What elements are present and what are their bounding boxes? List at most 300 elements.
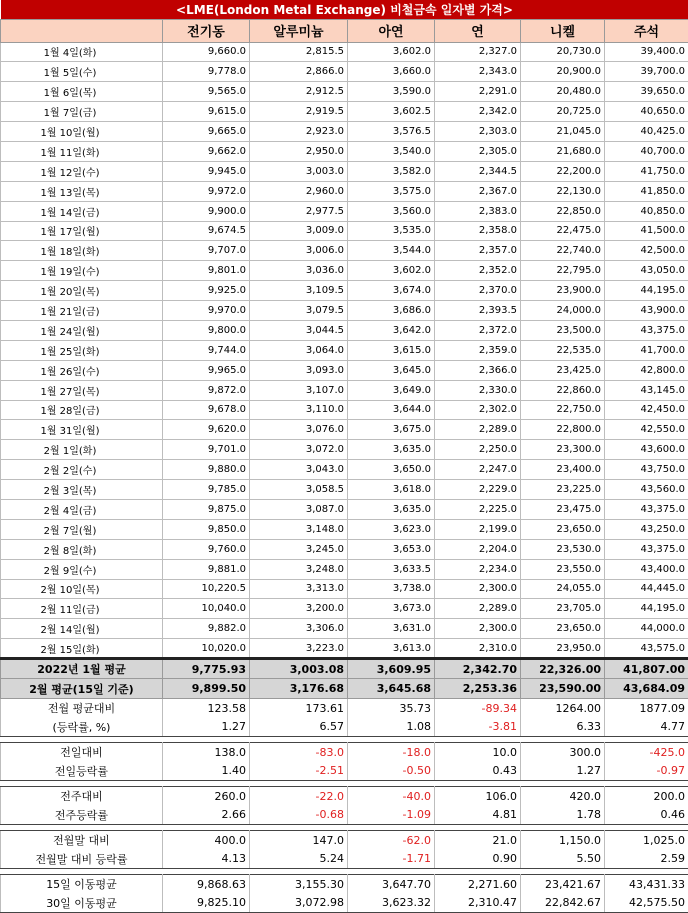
price-cell: 43,250.0 bbox=[605, 519, 688, 539]
header-cell-aluminum: 알루미늄 bbox=[250, 19, 348, 42]
stats-row bbox=[1, 762, 688, 781]
price-cell: 2,815.5 bbox=[250, 42, 348, 62]
header-cell-zinc: 아연 bbox=[348, 19, 435, 42]
price-cell: 3,653.0 bbox=[348, 539, 435, 559]
price-cell: 3,313.0 bbox=[250, 579, 348, 599]
average-value: 2,253.36 bbox=[435, 679, 521, 699]
stats-value: -22.0 bbox=[250, 787, 348, 806]
price-cell: 22,535.0 bbox=[521, 340, 605, 360]
price-cell: 43,750.0 bbox=[605, 460, 688, 480]
price-cell: 9,872.0 bbox=[163, 380, 250, 400]
price-cell: 9,620.0 bbox=[163, 420, 250, 440]
stats-value: -89.34 bbox=[435, 699, 521, 718]
stats-value: 3,155.30 bbox=[250, 875, 348, 894]
price-cell: 2,343.0 bbox=[435, 62, 521, 82]
stats-value: 4.81 bbox=[435, 806, 521, 825]
price-cell: 2,950.0 bbox=[250, 141, 348, 161]
price-cell: 9,970.0 bbox=[163, 301, 250, 321]
price-cell: 3,613.0 bbox=[348, 639, 435, 659]
price-cell: 24,055.0 bbox=[521, 579, 605, 599]
price-cell: 23,225.0 bbox=[521, 480, 605, 500]
price-cell: 23,550.0 bbox=[521, 559, 605, 579]
date-cell: 1월 24일(월) bbox=[1, 320, 163, 340]
stats-value: -18.0 bbox=[348, 743, 435, 762]
price-cell: 3,635.0 bbox=[348, 440, 435, 460]
price-cell: 43,050.0 bbox=[605, 261, 688, 281]
price-cell: 3,602.5 bbox=[348, 102, 435, 122]
price-cell: 3,575.0 bbox=[348, 181, 435, 201]
stats-row bbox=[1, 806, 688, 825]
price-cell: 3,642.0 bbox=[348, 320, 435, 340]
price-cell: 9,945.0 bbox=[163, 161, 250, 181]
stats-label: 전월 평균대비 bbox=[1, 699, 163, 718]
price-cell: 3,590.0 bbox=[348, 82, 435, 102]
average-row bbox=[1, 659, 688, 679]
stats-label: (등락률, %) bbox=[1, 718, 163, 737]
price-cell: 42,450.0 bbox=[605, 400, 688, 420]
header-cell-lead: 연 bbox=[435, 19, 521, 42]
price-cell: 22,475.0 bbox=[521, 221, 605, 241]
price-cell: 9,744.0 bbox=[163, 340, 250, 360]
date-cell: 1월 20일(목) bbox=[1, 281, 163, 301]
price-cell: 3,109.5 bbox=[250, 281, 348, 301]
price-cell: 9,972.0 bbox=[163, 181, 250, 201]
stats-value: 43,431.33 bbox=[605, 875, 688, 894]
stats-row bbox=[1, 875, 688, 894]
header-cell-label bbox=[1, 19, 163, 42]
stats-value: 5.50 bbox=[521, 850, 605, 869]
date-cell: 1월 11일(화) bbox=[1, 141, 163, 161]
price-cell: 3,107.0 bbox=[250, 380, 348, 400]
stats-value: 1877.09 bbox=[605, 699, 688, 718]
stats-row bbox=[1, 831, 688, 850]
price-cell: 2,225.0 bbox=[435, 499, 521, 519]
price-cell: 2,330.0 bbox=[435, 380, 521, 400]
price-cell: 2,303.0 bbox=[435, 122, 521, 142]
stats-value: -40.0 bbox=[348, 787, 435, 806]
price-cell: 3,544.0 bbox=[348, 241, 435, 261]
price-cell: 3,535.0 bbox=[348, 221, 435, 241]
table-row bbox=[1, 102, 688, 122]
price-cell: 3,623.0 bbox=[348, 519, 435, 539]
price-cell: 39,700.0 bbox=[605, 62, 688, 82]
date-cell: 1월 14일(금) bbox=[1, 201, 163, 221]
price-cell: 43,575.0 bbox=[605, 639, 688, 659]
header-cell-nickel: 니켈 bbox=[521, 19, 605, 42]
stats-value: 4.77 bbox=[605, 718, 688, 737]
price-cell: 23,500.0 bbox=[521, 320, 605, 340]
date-cell: 1월 31일(월) bbox=[1, 420, 163, 440]
price-cell: 40,850.0 bbox=[605, 201, 688, 221]
stats-value: 23,421.67 bbox=[521, 875, 605, 894]
average-value: 23,590.00 bbox=[521, 679, 605, 699]
price-cell: 3,079.5 bbox=[250, 301, 348, 321]
price-cell: 3,644.0 bbox=[348, 400, 435, 420]
price-cell: 39,400.0 bbox=[605, 42, 688, 62]
date-cell: 1월 7일(금) bbox=[1, 102, 163, 122]
stats-row bbox=[1, 743, 688, 762]
price-cell: 43,375.0 bbox=[605, 499, 688, 519]
price-cell: 42,550.0 bbox=[605, 420, 688, 440]
stats-value: 147.0 bbox=[250, 831, 348, 850]
stats-value: 1.27 bbox=[521, 762, 605, 781]
price-cell: 3,650.0 bbox=[348, 460, 435, 480]
price-cell: 2,912.5 bbox=[250, 82, 348, 102]
price-cell: 22,800.0 bbox=[521, 420, 605, 440]
stats-row bbox=[1, 894, 688, 913]
price-cell: 22,860.0 bbox=[521, 380, 605, 400]
stats-value: -62.0 bbox=[348, 831, 435, 850]
price-cell: 22,750.0 bbox=[521, 400, 605, 420]
price-cell: 24,000.0 bbox=[521, 301, 605, 321]
stats-value: 1.27 bbox=[163, 718, 250, 737]
price-cell: 2,300.0 bbox=[435, 579, 521, 599]
average-label: 2022년 1월 평균 bbox=[1, 659, 163, 679]
price-cell: 2,250.0 bbox=[435, 440, 521, 460]
stats-value: 1,150.0 bbox=[521, 831, 605, 850]
price-cell: 3,093.0 bbox=[250, 360, 348, 380]
price-cell: 9,880.0 bbox=[163, 460, 250, 480]
table-row bbox=[1, 141, 688, 161]
price-cell: 40,700.0 bbox=[605, 141, 688, 161]
price-cell: 43,400.0 bbox=[605, 559, 688, 579]
price-cell: 3,200.0 bbox=[250, 599, 348, 619]
price-cell: 2,344.5 bbox=[435, 161, 521, 181]
stats-value: 2.66 bbox=[163, 806, 250, 825]
date-cell: 2월 10일(목) bbox=[1, 579, 163, 599]
date-cell: 1월 17일(월) bbox=[1, 221, 163, 241]
stats-row bbox=[1, 850, 688, 869]
price-cell: 3,673.0 bbox=[348, 599, 435, 619]
price-cell: 43,145.0 bbox=[605, 380, 688, 400]
price-cell: 2,302.0 bbox=[435, 400, 521, 420]
date-cell: 1월 12일(수) bbox=[1, 161, 163, 181]
price-cell: 2,291.0 bbox=[435, 82, 521, 102]
average-label: 2월 평균(15일 기준) bbox=[1, 679, 163, 699]
stats-label: 전주대비 bbox=[1, 787, 163, 806]
stats-value: 1.78 bbox=[521, 806, 605, 825]
stats-value: 21.0 bbox=[435, 831, 521, 850]
date-cell: 1월 26일(수) bbox=[1, 360, 163, 380]
price-cell: 2,919.5 bbox=[250, 102, 348, 122]
price-cell: 41,850.0 bbox=[605, 181, 688, 201]
price-cell: 3,058.5 bbox=[250, 480, 348, 500]
price-cell: 9,965.0 bbox=[163, 360, 250, 380]
header-cell-copper: 전기동 bbox=[163, 19, 250, 42]
price-cell: 2,229.0 bbox=[435, 480, 521, 500]
price-cell: 20,900.0 bbox=[521, 62, 605, 82]
date-cell: 2월 15일(화) bbox=[1, 639, 163, 659]
date-cell: 2월 1일(화) bbox=[1, 440, 163, 460]
table-row bbox=[1, 599, 688, 619]
price-cell: 23,900.0 bbox=[521, 281, 605, 301]
price-cell: 23,650.0 bbox=[521, 519, 605, 539]
average-value: 3,609.95 bbox=[348, 659, 435, 679]
price-cell: 3,645.0 bbox=[348, 360, 435, 380]
price-cell: 2,327.0 bbox=[435, 42, 521, 62]
price-cell: 43,560.0 bbox=[605, 480, 688, 500]
price-cell: 3,602.0 bbox=[348, 261, 435, 281]
table-row bbox=[1, 460, 688, 480]
average-value: 3,645.68 bbox=[348, 679, 435, 699]
price-cell: 23,300.0 bbox=[521, 440, 605, 460]
date-cell: 2월 14일(월) bbox=[1, 619, 163, 639]
table-row bbox=[1, 639, 688, 659]
price-cell: 2,960.0 bbox=[250, 181, 348, 201]
stats-value: -0.50 bbox=[348, 762, 435, 781]
price-cell: 3,738.0 bbox=[348, 579, 435, 599]
price-cell: 43,600.0 bbox=[605, 440, 688, 460]
price-cell: 3,087.0 bbox=[250, 499, 348, 519]
date-cell: 1월 10일(월) bbox=[1, 122, 163, 142]
price-cell: 3,245.0 bbox=[250, 539, 348, 559]
price-cell: 9,800.0 bbox=[163, 320, 250, 340]
stats-row bbox=[1, 699, 688, 718]
average-value: 41,807.00 bbox=[605, 659, 688, 679]
price-cell: 3,631.0 bbox=[348, 619, 435, 639]
stats-row bbox=[1, 718, 688, 737]
price-cell: 2,366.0 bbox=[435, 360, 521, 380]
price-cell: 2,310.0 bbox=[435, 639, 521, 659]
stats-value: 22,842.67 bbox=[521, 894, 605, 913]
price-cell: 2,352.0 bbox=[435, 261, 521, 281]
table-row bbox=[1, 440, 688, 460]
date-cell: 1월 5일(수) bbox=[1, 62, 163, 82]
price-cell: 22,795.0 bbox=[521, 261, 605, 281]
price-cell: 2,372.0 bbox=[435, 320, 521, 340]
price-cell: 10,220.5 bbox=[163, 579, 250, 599]
stats-value: 5.24 bbox=[250, 850, 348, 869]
price-cell: 2,393.5 bbox=[435, 301, 521, 321]
price-cell: 9,778.0 bbox=[163, 62, 250, 82]
header-row bbox=[1, 19, 688, 42]
stats-label: 30일 이동평균 bbox=[1, 894, 163, 913]
price-cell: 23,530.0 bbox=[521, 539, 605, 559]
stats-value: 0.43 bbox=[435, 762, 521, 781]
price-cell: 3,110.0 bbox=[250, 400, 348, 420]
table-row bbox=[1, 122, 688, 142]
stats-value: -2.51 bbox=[250, 762, 348, 781]
price-cell: 3,602.0 bbox=[348, 42, 435, 62]
date-cell: 2월 3일(목) bbox=[1, 480, 163, 500]
price-cell: 2,289.0 bbox=[435, 420, 521, 440]
price-cell: 3,072.0 bbox=[250, 440, 348, 460]
date-cell: 2월 11일(금) bbox=[1, 599, 163, 619]
price-cell: 20,730.0 bbox=[521, 42, 605, 62]
price-cell: 3,248.0 bbox=[250, 559, 348, 579]
stats-value: 3,623.32 bbox=[348, 894, 435, 913]
price-cell: 9,882.0 bbox=[163, 619, 250, 639]
stats-value: 1264.00 bbox=[521, 699, 605, 718]
date-cell: 1월 18일(화) bbox=[1, 241, 163, 261]
price-cell: 20,480.0 bbox=[521, 82, 605, 102]
price-cell: 23,705.0 bbox=[521, 599, 605, 619]
table-row bbox=[1, 181, 688, 201]
stats-value: 173.61 bbox=[250, 699, 348, 718]
table-row bbox=[1, 201, 688, 221]
price-cell: 10,020.0 bbox=[163, 639, 250, 659]
stats-label: 전월말 대비 bbox=[1, 831, 163, 850]
price-cell: 9,925.0 bbox=[163, 281, 250, 301]
price-cell: 2,359.0 bbox=[435, 340, 521, 360]
title-row bbox=[1, 0, 688, 19]
header-cell-tin: 주석 bbox=[605, 19, 688, 42]
date-cell: 1월 25일(화) bbox=[1, 340, 163, 360]
stats-value: -3.81 bbox=[435, 718, 521, 737]
stats-value: 420.0 bbox=[521, 787, 605, 806]
table-row bbox=[1, 281, 688, 301]
price-cell: 2,199.0 bbox=[435, 519, 521, 539]
price-cell: 9,674.5 bbox=[163, 221, 250, 241]
price-table-body bbox=[1, 0, 688, 913]
date-cell: 1월 21일(금) bbox=[1, 301, 163, 321]
price-cell: 43,375.0 bbox=[605, 320, 688, 340]
price-cell: 3,635.0 bbox=[348, 499, 435, 519]
price-cell: 22,740.0 bbox=[521, 241, 605, 261]
average-value: 2,342.70 bbox=[435, 659, 521, 679]
stats-label: 전월말 대비 등락률 bbox=[1, 850, 163, 869]
table-row bbox=[1, 301, 688, 321]
stats-label: 전일대비 bbox=[1, 743, 163, 762]
price-cell: 23,425.0 bbox=[521, 360, 605, 380]
price-cell: 9,662.0 bbox=[163, 141, 250, 161]
price-cell: 22,200.0 bbox=[521, 161, 605, 181]
price-cell: 9,665.0 bbox=[163, 122, 250, 142]
average-row bbox=[1, 679, 688, 699]
price-cell: 39,650.0 bbox=[605, 82, 688, 102]
stats-value: 400.0 bbox=[163, 831, 250, 850]
stats-value: 42,575.50 bbox=[605, 894, 688, 913]
stats-value: 9,868.63 bbox=[163, 875, 250, 894]
price-cell: 3,306.0 bbox=[250, 619, 348, 639]
stats-value: 1,025.0 bbox=[605, 831, 688, 850]
price-cell: 9,875.0 bbox=[163, 499, 250, 519]
stats-value: 10.0 bbox=[435, 743, 521, 762]
stats-value: 1.40 bbox=[163, 762, 250, 781]
price-cell: 2,289.0 bbox=[435, 599, 521, 619]
date-cell: 2월 4일(금) bbox=[1, 499, 163, 519]
stats-value: 1.08 bbox=[348, 718, 435, 737]
table-row bbox=[1, 340, 688, 360]
price-cell: 2,383.0 bbox=[435, 201, 521, 221]
price-cell: 2,342.0 bbox=[435, 102, 521, 122]
price-cell: 2,247.0 bbox=[435, 460, 521, 480]
stats-row bbox=[1, 787, 688, 806]
price-cell: 3,006.0 bbox=[250, 241, 348, 261]
table-row bbox=[1, 559, 688, 579]
date-cell: 2월 8일(화) bbox=[1, 539, 163, 559]
stats-value: -0.68 bbox=[250, 806, 348, 825]
price-cell: 3,076.0 bbox=[250, 420, 348, 440]
table-row bbox=[1, 480, 688, 500]
price-cell: 3,633.5 bbox=[348, 559, 435, 579]
price-cell: 42,500.0 bbox=[605, 241, 688, 261]
price-cell: 2,305.0 bbox=[435, 141, 521, 161]
stats-label: 전주등락률 bbox=[1, 806, 163, 825]
price-cell: 9,707.0 bbox=[163, 241, 250, 261]
price-cell: 2,370.0 bbox=[435, 281, 521, 301]
stats-value: -0.97 bbox=[605, 762, 688, 781]
price-cell: 3,064.0 bbox=[250, 340, 348, 360]
price-cell: 9,615.0 bbox=[163, 102, 250, 122]
stats-label: 15일 이동평균 bbox=[1, 875, 163, 894]
sheet-title: <LME(London Metal Exchange) 비철금속 일자별 가격> bbox=[1, 0, 688, 19]
date-cell: 1월 28일(금) bbox=[1, 400, 163, 420]
table-row bbox=[1, 519, 688, 539]
price-cell: 44,000.0 bbox=[605, 619, 688, 639]
price-cell: 3,582.0 bbox=[348, 161, 435, 181]
price-cell: 9,900.0 bbox=[163, 201, 250, 221]
price-cell: 2,204.0 bbox=[435, 539, 521, 559]
price-cell: 40,425.0 bbox=[605, 122, 688, 142]
price-cell: 3,649.0 bbox=[348, 380, 435, 400]
stats-value: 35.73 bbox=[348, 699, 435, 718]
date-cell: 1월 6일(목) bbox=[1, 82, 163, 102]
price-cell: 23,400.0 bbox=[521, 460, 605, 480]
date-cell: 2월 7일(월) bbox=[1, 519, 163, 539]
average-value: 22,326.00 bbox=[521, 659, 605, 679]
stats-value: 3,072.98 bbox=[250, 894, 348, 913]
date-cell: 1월 27일(목) bbox=[1, 380, 163, 400]
price-cell: 44,445.0 bbox=[605, 579, 688, 599]
date-cell: 1월 4일(화) bbox=[1, 42, 163, 62]
price-cell: 3,686.0 bbox=[348, 301, 435, 321]
price-cell: 44,195.0 bbox=[605, 599, 688, 619]
average-value: 43,684.09 bbox=[605, 679, 688, 699]
price-cell: 3,148.0 bbox=[250, 519, 348, 539]
price-cell: 22,130.0 bbox=[521, 181, 605, 201]
average-value: 3,003.08 bbox=[250, 659, 348, 679]
stats-value: 0.46 bbox=[605, 806, 688, 825]
table-row bbox=[1, 221, 688, 241]
stats-value: -425.0 bbox=[605, 743, 688, 762]
price-cell: 3,560.0 bbox=[348, 201, 435, 221]
price-cell: 3,660.0 bbox=[348, 62, 435, 82]
price-cell: 42,800.0 bbox=[605, 360, 688, 380]
stats-value: 2,271.60 bbox=[435, 875, 521, 894]
stats-value: -83.0 bbox=[250, 743, 348, 762]
table-row bbox=[1, 619, 688, 639]
price-cell: 3,043.0 bbox=[250, 460, 348, 480]
price-cell: 3,618.0 bbox=[348, 480, 435, 500]
price-cell: 9,881.0 bbox=[163, 559, 250, 579]
price-cell: 40,650.0 bbox=[605, 102, 688, 122]
price-cell: 41,750.0 bbox=[605, 161, 688, 181]
stats-value: 0.90 bbox=[435, 850, 521, 869]
price-cell: 2,923.0 bbox=[250, 122, 348, 142]
stats-value: 138.0 bbox=[163, 743, 250, 762]
price-cell: 43,900.0 bbox=[605, 301, 688, 321]
stats-value: 3,647.70 bbox=[348, 875, 435, 894]
price-cell: 3,674.0 bbox=[348, 281, 435, 301]
price-cell: 22,850.0 bbox=[521, 201, 605, 221]
stats-value: 6.33 bbox=[521, 718, 605, 737]
table-row bbox=[1, 241, 688, 261]
price-cell: 9,801.0 bbox=[163, 261, 250, 281]
average-value: 9,775.93 bbox=[163, 659, 250, 679]
price-cell: 2,357.0 bbox=[435, 241, 521, 261]
table-row bbox=[1, 161, 688, 181]
stats-value: 200.0 bbox=[605, 787, 688, 806]
table-row bbox=[1, 360, 688, 380]
price-cell: 43,375.0 bbox=[605, 539, 688, 559]
table-row bbox=[1, 539, 688, 559]
price-cell: 23,475.0 bbox=[521, 499, 605, 519]
date-cell: 2월 9일(수) bbox=[1, 559, 163, 579]
table-row bbox=[1, 42, 688, 62]
price-cell: 3,003.0 bbox=[250, 161, 348, 181]
price-cell: 3,615.0 bbox=[348, 340, 435, 360]
